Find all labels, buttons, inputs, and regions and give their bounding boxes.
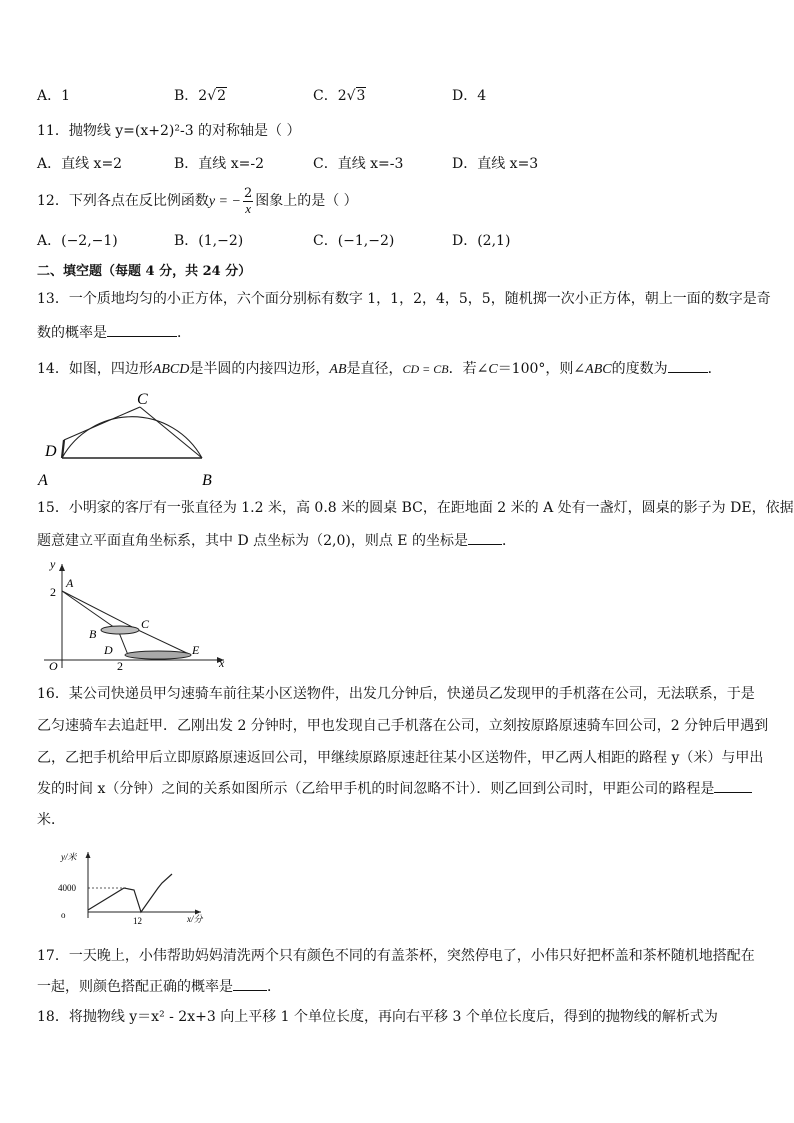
y-axis-arrow <box>59 564 65 571</box>
q12-option-a: A．(−2,−1) <box>37 233 118 249</box>
q17-line1: 17．一天晚上，小伟帮助妈妈清洗两个只有颜色不同的有盖茶杯，突然停电了，小伟只好把杯盖和茶杯随机地搭配在 <box>37 948 755 964</box>
axis-label-y: y <box>50 557 56 571</box>
point-label-a: A <box>66 576 74 590</box>
tick-label-4000: 4000 <box>58 883 76 893</box>
label-d: D <box>45 443 57 460</box>
shadow-ellipse <box>125 651 191 659</box>
q13-line2-prefix: 数的概率是 <box>37 325 107 341</box>
q16-distance-time-graph <box>56 844 216 926</box>
origin-label: O <box>49 659 58 671</box>
q17-line2-prefix: 一起，则颜色搭配正确的概率是 <box>37 979 233 995</box>
q12-stem-suffix: 图象上的是（ ） <box>255 193 358 209</box>
q11-option-d: D．直线 x=3 <box>452 156 539 172</box>
ray-a-c <box>62 591 138 630</box>
distance-curve <box>88 874 172 912</box>
q12-option-c: C．(−1,−2) <box>313 233 395 249</box>
sqrt-symbol: √3 <box>346 88 366 104</box>
q14-mid5: 的度数为 <box>611 361 668 377</box>
q15-line2-prefix: 题意建立平面直角坐标系，其中 D 点坐标为（2,0)，则点 E 的坐标是 <box>37 533 468 549</box>
q12-function-fraction <box>243 187 253 216</box>
side-cb <box>140 407 202 458</box>
q14-ab: AB <box>329 362 347 377</box>
q11-option-c: C．直线 x=-3 <box>313 156 404 172</box>
q13-line1: 13．一个质地均匀的小正方体，六个面分别标有数字 1，1，2，4，5，5，随机掷一次小正方体，朝上一面的数字是奇 <box>37 291 771 307</box>
q15-line1: 15．小明家的客厅有一张直径为 1.2 米，高 0.8 米的圆桌 BC，在距地面 2 米的 A 处有一盏灯，圆桌的影子为 DE，依据 <box>37 500 794 516</box>
origin-label: o <box>61 910 66 920</box>
q11-option-a: A．直线 x=2 <box>37 156 123 172</box>
ray-a-b <box>62 591 118 630</box>
q15-answer-blank[interactable] <box>468 530 502 545</box>
q13-answer-blank[interactable] <box>107 322 177 337</box>
point-label-b: B <box>89 627 97 641</box>
q16-line4-prefix: 发的时间 x（分钟）之间的关系如图所示（乙给甲手机的时间忽略不计）．则乙回到公司时，甲距公司的路程是 <box>37 781 715 797</box>
q17-line2-suffix: ． <box>267 979 281 995</box>
q12-stem <box>37 186 358 217</box>
q14-mid2: 是直径， <box>346 361 403 377</box>
q15-line2-suffix: ． <box>501 533 516 549</box>
q14-mid1: 是半圆的内接四边形， <box>189 361 330 377</box>
q14-angle-abc: ABC <box>585 362 612 377</box>
q14-arcs: CD = CB <box>402 362 449 376</box>
q17-answer-blank[interactable] <box>233 976 267 991</box>
tick-label-12: 12 <box>133 916 142 926</box>
q12-option-d: D．(2,1) <box>452 233 511 249</box>
q14-stem <box>37 358 722 380</box>
q10-option-a: A．1 <box>37 88 71 104</box>
label-a: A <box>38 472 48 488</box>
q16-line3: 乙，乙把手机给甲后立即原路原速返回公司，甲继续原路原速赶往某小区送物件，甲乙两人相距的路程 y（米）与甲出 <box>37 750 764 766</box>
axis-label-x: x <box>219 656 225 670</box>
q15-coordinate-figure <box>36 556 236 671</box>
point-label-e: E <box>192 643 200 657</box>
y-axis-arrow <box>86 852 91 858</box>
q14-end: ． <box>707 361 722 377</box>
q10-option-b-radicand: 2 <box>217 88 227 104</box>
q14-prefix: 14．如图，四边形 <box>37 361 153 377</box>
tick-label-y-2: 2 <box>50 585 56 599</box>
sqrt-symbol: √2 <box>207 88 227 104</box>
q14-semicircle-figure <box>36 388 226 488</box>
axis-label-y: y/米 <box>61 852 77 862</box>
q14-quad: ABCD <box>152 362 190 377</box>
q11-stem: 11．抛物线 y=(x+2)²-3 的对称轴是（ ） <box>37 123 301 139</box>
q16-line4 <box>37 778 752 799</box>
q15-line2 <box>37 530 516 551</box>
q11-option-b: B．直线 x=-2 <box>174 156 265 172</box>
q10-option-b-prefix: B．2 <box>174 88 208 104</box>
semicircle-arc <box>62 417 202 458</box>
q10-option-c-radicand: 3 <box>356 88 366 104</box>
label-c: C <box>137 391 148 408</box>
section-2-title: 二、填空题（每题 4 分，共 24 分） <box>37 264 252 279</box>
q14-answer-blank[interactable] <box>668 358 708 373</box>
q12-fraction-numerator: 2 <box>243 185 253 201</box>
q12-function-lhs: y = − <box>208 194 241 209</box>
q16-line2: 乙匀速骑车去追赶甲．乙刚出发 2 分钟时，甲也发现自己手机落在公司，立刻按原路原速骑车回公司，2 分钟后甲遇到 <box>37 718 769 734</box>
q14-angle-c: C <box>488 362 498 377</box>
tick-label-x-2: 2 <box>117 659 123 671</box>
q13-line2-suffix: ． <box>177 325 191 341</box>
q10-option-c <box>313 86 366 106</box>
q10-option-b <box>174 86 227 106</box>
q16-line1: 16．某公司快递员甲匀速骑车前往某小区送物件，出发几分钟后，快递员乙发现甲的手机落在公司，无法联系，于是 <box>37 686 755 702</box>
q12-stem-prefix: 12．下列各点在反比例函数 <box>37 193 209 209</box>
table-top-ellipse <box>101 626 139 634</box>
q10-option-d: D．4 <box>452 88 487 104</box>
q18-text: 18．将抛物线 y＝x² - 2x+3 向上平移 1 个单位长度，再向右平移 3 个单位长度后，得到的抛物线的解析式为 <box>37 1009 718 1025</box>
q16-line5: 米． <box>37 812 65 828</box>
label-b: B <box>202 472 212 488</box>
q13-line2 <box>37 322 191 343</box>
side-dc <box>64 407 140 440</box>
q12-option-b: B．(1,−2) <box>174 233 244 249</box>
axis-label-x: x/分 <box>187 914 203 924</box>
q16-answer-blank[interactable] <box>714 778 752 793</box>
point-label-c: C <box>141 617 150 631</box>
q17-line2 <box>37 976 281 997</box>
q12-fraction-denominator: x <box>245 200 251 216</box>
q14-mid4: ＝100°，则∠ <box>497 361 586 377</box>
q10-option-c-prefix: C．2 <box>313 88 347 104</box>
point-label-d: D <box>104 643 113 657</box>
q14-mid3: ．若∠ <box>448 361 489 377</box>
